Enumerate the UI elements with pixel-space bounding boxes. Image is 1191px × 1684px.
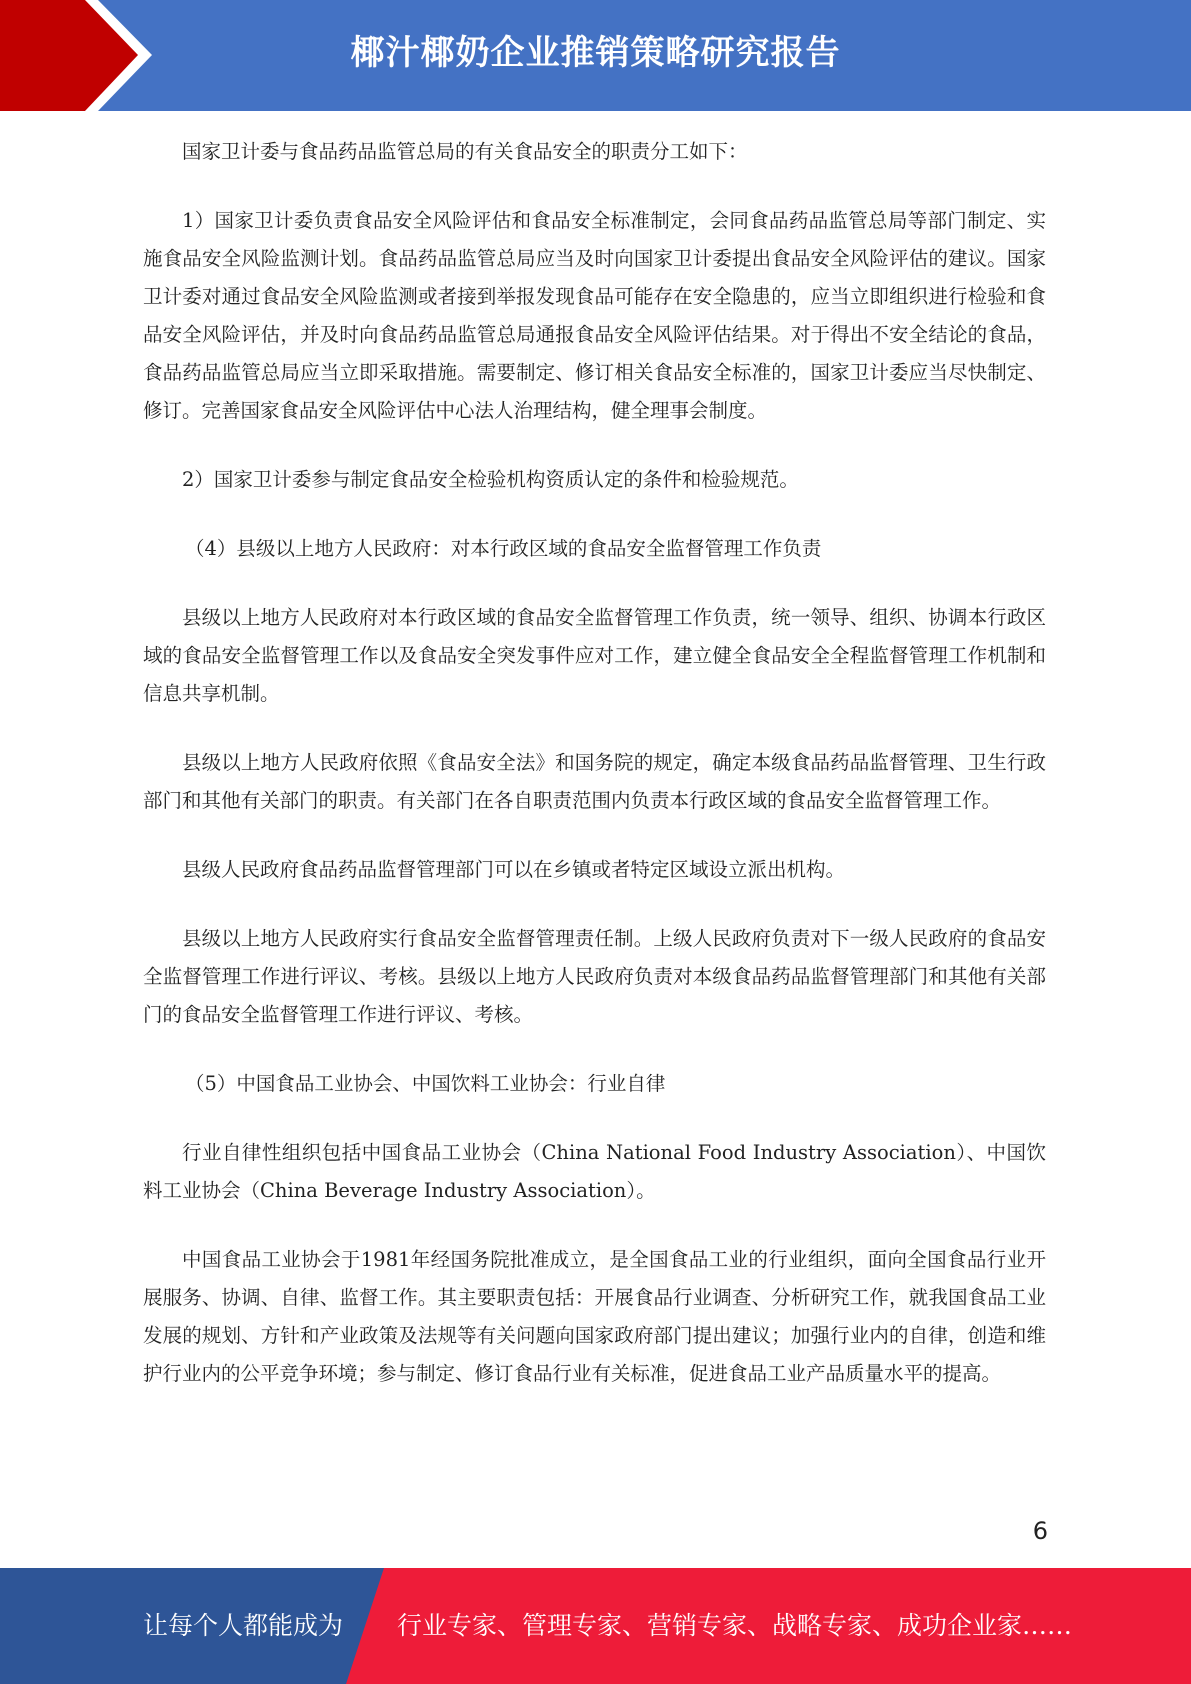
page-number: 6 (1032, 1517, 1048, 1545)
body-paragraph: 县级以上地方人民政府依照《食品安全法》和国务院的规定，确定本级食品药品监督管理、卫生行政部门和其他有关部门的职责。有关部门在各自职责范围内负责本行政区域的食品安全监督管理工作。 (143, 751, 1046, 812)
body-paragraph: 2）国家卫计委参与制定食品安全检验机构资质认定的条件和检验规范。 (182, 468, 799, 491)
page-header (0, 0, 1191, 111)
section-subheading: （5）中国食品工业协会、中国饮料工业协会：行业自律 (185, 1072, 666, 1095)
body-paragraph: 县级以上地方人民政府对本行政区域的食品安全监督管理工作负责，统一领导、组织、协调本行政区域的食品安全监督管理工作以及食品安全突发事件应对工作，建立健全食品安全全程监督管理工作机制和信息共享机制。 (143, 606, 1046, 705)
body-paragraph: 中国食品工业协会于1981年经国务院批准成立，是全国食品工业的行业组织，面向全国食品行业开展服务、协调、自律、监督工作。其主要职责包括：开展食品行业调查、分析研究工作，就我国食品工业发展的规划、方针和产业政策及法规等有关问题向国家政府部门提出建议；加强行业内的自律，创造和维护行业内的公平竞争环境；参与制定、修订食品行业有关标准，促进食品工业产品质量水平的提高。 (143, 1248, 1046, 1385)
document-body (143, 133, 1046, 1424)
footer-slogan-right: 行业专家、管理专家、营销专家、战略专家、成功企业家…… (397, 1611, 1073, 1640)
header-chevron-fill (0, 0, 138, 111)
body-paragraph: 行业自律性组织包括中国食品工业协会（China National Food Industry Association）、中国饮料工业协会（China Beverage Industry Association）。 (143, 1141, 1046, 1202)
body-paragraph: 1）国家卫计委负责食品安全风险评估和食品安全标准制定，会同食品药品监管总局等部门制定、实施食品安全风险监测计划。食品药品监管总局应当及时向国家卫计委提出食品安全风险评估的建议。国家卫计委对通过食品安全风险监测或者接到举报发现食品可能存在安全隐患的，应当立即组织进行检验和食品安全风险评估，并及时向食品药品监管总局通报食品安全风险评估结果。对于得出不安全结论的食品，食品药品监管总局应当立即采取措施。需要制定、修订相关食品安全标准的，国家卫计委应当尽快制定、修订。完善国家食品安全风险评估中心法人治理结构，健全理事会制度。 (143, 209, 1046, 422)
body-paragraph: 县级以上地方人民政府实行食品安全监督管理责任制。上级人民政府负责对下一级人民政府的食品安全监督管理工作进行评议、考核。县级以上地方人民政府负责对本级食品药品监督管理部门和其他有关部门的食品安全监督管理工作进行评议、考核。 (143, 927, 1046, 1026)
page-footer (0, 1568, 1191, 1684)
footer-slogan-left: 让每个人都能成为 (143, 1611, 344, 1640)
document-title: 椰汁椰奶企业推销策略研究报告 (350, 33, 841, 73)
body-paragraph: 县级人民政府食品药品监督管理部门可以在乡镇或者特定区域设立派出机构。 (182, 858, 846, 881)
body-paragraph: 国家卫计委与食品药品监管总局的有关食品安全的职责分工如下： (182, 140, 748, 163)
section-subheading: （4）县级以上地方人民政府：对本行政区域的食品安全监督管理工作负责 (185, 537, 822, 560)
